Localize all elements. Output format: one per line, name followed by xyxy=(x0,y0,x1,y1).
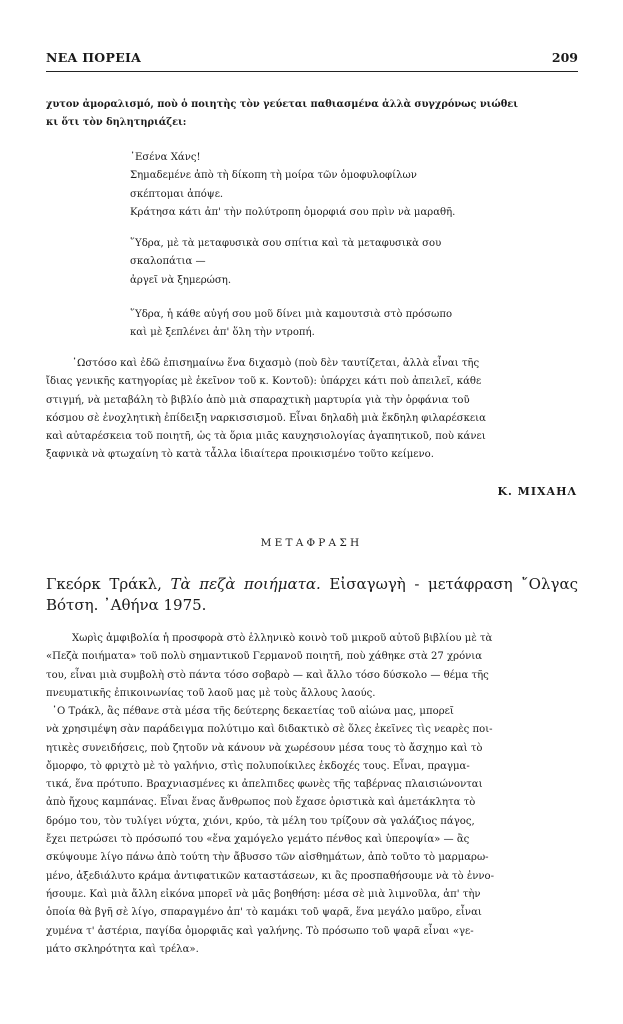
text-line: πνευματικῆς ἐπικοινωνίας τοῦ λαοῦ μας μὲ τοὺς ἄλλους λαούς. xyxy=(46,687,376,699)
text-line: μάτο σκληρότητα καὶ τρέλα». xyxy=(46,943,199,955)
text-line: κι ὅτι τὸν δηλητηριάζει: xyxy=(46,117,187,129)
poem-line: ῞Υδρα, μὲ τὰ μεταφυσικὰ σου σπίτια καὶ τὰ μεταφυσικὰ σου xyxy=(130,238,442,249)
poem-line: καὶ μὲ ξεπλένει ἀπ' ὅλη τὴν ντροπή. xyxy=(130,327,315,339)
poem-line: Κράτησα κάτι ἀπ' τὴν πολύτροπη ὀμορφιά σου πρὶν νὰ μαραθῆ. xyxy=(130,206,456,218)
poem-line: ῞Υδρα, ἡ κάθε αὐγή σου μοῦ δίνει μιὰ καμουτσιὰ στὸ πρόσωπο xyxy=(130,309,453,320)
text-line: ῾Ωστόσο καὶ ἐδῶ ἐπισημαίνω ἕνα διχασμὸ (ποὺ δὲν ταυτίζεται, ἀλλὰ εἶναι τῆς xyxy=(72,358,480,369)
journal-title: ΝΕΑ ΠΟΡΕΙΑ xyxy=(46,50,142,65)
poem-line: σκαλοπάτια — xyxy=(130,256,206,268)
text-line: καὶ αὐταρέσκεια τοῦ ποιητῆ, ὡς τὰ ὅρια μιᾶς καυχησιολογίας ἀγαπητικοῦ, ποὺ κάνει xyxy=(46,431,486,443)
text-line: χυτον ἀμοραλισμό, ποὺ ὁ ποιητὴς τὸν γεύεται παθιασμένα ἀλλὰ συγχρόνως νιώθει xyxy=(46,99,518,110)
poem-line: ἀργεῖ νὰ ξημερώση. xyxy=(130,274,232,286)
text-line: ἴδιας γενικῆς κατηγορίας μὲ ἐκεῖνον τοῦ κ. Κοντοῦ): ὑπάρχει κάτι ποὺ ἀπειλεῖ, κάθε xyxy=(46,376,482,388)
review-paragraph xyxy=(46,355,578,465)
section-title: ΜΕΤΑΦΡΑΣΗ xyxy=(260,537,363,549)
running-head xyxy=(46,50,578,70)
text-line: Χωρὶς ἀμφιβολία ἡ προσφορὰ στὸ ἑλληνικὸ κοινὸ τοῦ μικροῦ αὐτοῦ βιβλίου μὲ τὰ xyxy=(72,633,493,644)
book-author: Γκεόρκ Τράκλ, xyxy=(46,575,162,593)
header-rule xyxy=(46,71,578,72)
text-line: χυμένα τ' ἀστέρια, παγίδα ὀμορφιᾶς καὶ γαλήνης. Τὸ πρόσωπο τοῦ ψαρᾶ εἶναι «γε- xyxy=(46,925,474,937)
translation-paragraph xyxy=(46,630,578,703)
text-line: ητικὲς συνειδήσεις, ποὺ ζητοῦν νὰ κάνουν νὰ χωρέσουν μέσα τους τὸ ἄσχημο καὶ τὸ xyxy=(46,742,483,754)
poem-line: σκέπτομαι ἀπόψε. xyxy=(130,188,224,200)
text-line: «Πεζὰ ποιήματα» τοῦ πολὺ σημαντικοῦ Γερμανοῦ ποιητῆ, ποὺ χάθηκε στὰ 27 χρόνια xyxy=(46,651,483,663)
page-number: 209 xyxy=(551,50,578,65)
text-line: ῾Ο Τράκλ, ἂς πέθανε στὰ μέσα τῆς δεύτερης δεκαετίας τοῦ αἰώνα μας, μπορεῖ xyxy=(52,706,454,717)
translation-paragraph xyxy=(46,703,578,959)
intro-paragraph xyxy=(46,96,578,133)
text-line: δρόμο του, τὸν τυλίγει νύχτα, χιόνι, κρύο, τὰ μέλη του τρίζουν σὰ γαλάζιος πάγος, xyxy=(46,815,475,827)
text-line: ὁποία θὰ βγῆ σὲ λίγο, σπαραγμένο ἀπ' τὸ καμάκι τοῦ ψαρᾶ, ἕνα μεγάλο μαῦρο, εἶναι xyxy=(46,907,482,919)
poem-stanza xyxy=(130,306,570,343)
text-line: νὰ χρησιμέψη σὰν παράδειγμα πολύτιμο καὶ διδακτικὸ σὲ ὅλες ἐκεῖνες τὶς νεαρὲς ποι- xyxy=(46,724,493,736)
book-details: Εἰσαγωγὴ - μετάφραση ῎Ολγας Βότση. ᾿Αθήνα 1975. xyxy=(46,575,578,614)
poem-line: ᾿Εσένα Χάνς! xyxy=(130,152,201,163)
poem-line: Σημαδεμένε ἀπὸ τὴ δίκοπη τὴ μοίρα τῶν ὁμοφυλοφίλων xyxy=(130,170,417,182)
review-signature: Κ. ΜΙΧΑΗΛ xyxy=(497,485,577,498)
text-line: ἀπὸ ἤχους καμπάνας. Εἶναι ἕνας ἄνθρωπος ποὺ ἔχασε ὁριστικὰ καὶ ἀμετάκλητα τὸ xyxy=(46,797,476,809)
text-line: κόσμου σὲ ἐνοχλητικὴ ἐπίδειξη ναρκισσισμοῦ. Εἶναι δηλαδὴ μιὰ ἔκδηλη φιλαρέσκεια xyxy=(46,412,486,424)
book-title: Τὰ πεζὰ ποιήματα. xyxy=(170,575,321,593)
text-line: μένο, ἀξεδιάλυτο κράμα ἀντιφατικῶν καταστάσεων, κι ἂς προσπαθήσουμε νὰ τὸ ἐννο- xyxy=(46,870,495,882)
text-line: ὄμορφο, τὸ φριχτὸ μὲ τὸ γαλήνιο, στὶς πολυποίκιλες ἐκδοχές τους. Εἶναι, πραγμα- xyxy=(46,760,470,772)
text-line: στιγμή, νὰ μεταβάλη τὸ βιβλίο ἀπὸ μιὰ σπαραχτικὴ μαρτυρία γιὰ τὴν ὀρφάνια τοῦ xyxy=(46,394,470,406)
poem-stanza xyxy=(130,149,570,222)
text-line: του, εἶναι μιὰ συμβολὴ στὸ πάντα τόσο σοβαρὸ — καὶ ἄλλο τόσο δύσκολο — θέμα τῆς xyxy=(46,669,489,681)
poem-stanza xyxy=(130,235,570,290)
text-line: σκύψουμε λίγο πάνω ἀπὸ τούτη τὴν ἄβυσσο τῶν αἰσθημάτων, ἀπὸ τοῦτο τὸ μαρμαρω- xyxy=(46,852,489,864)
text-line: ήσουμε. Καὶ μιὰ ἄλλη εἰκόνα μπορεῖ νὰ μᾶς βοηθήση: μέσα σὲ μιὰ λιμνοῦλα, ἀπ' τὴν xyxy=(46,888,481,900)
text-line: τικά, ἕνα πρότυπο. Βραχνιασμένες κι ἀπελπιδες φωνὲς τῆς ταβέρνας πλαισιώνονται xyxy=(46,779,483,791)
text-line: ξαφνικὰ νὰ φτωχαίνη τὸ κατὰ τἆλλα ἰδιαίτερα προικισμένο τοῦτο κείμενο. xyxy=(46,449,434,461)
book-reference xyxy=(46,574,578,616)
text-line: ἔχει πετρώσει τὸ πρόσωπό του «ἕνα χαμόγελο γεμάτο πένθος καὶ ὑπεροψία» — ἂς xyxy=(46,834,470,846)
